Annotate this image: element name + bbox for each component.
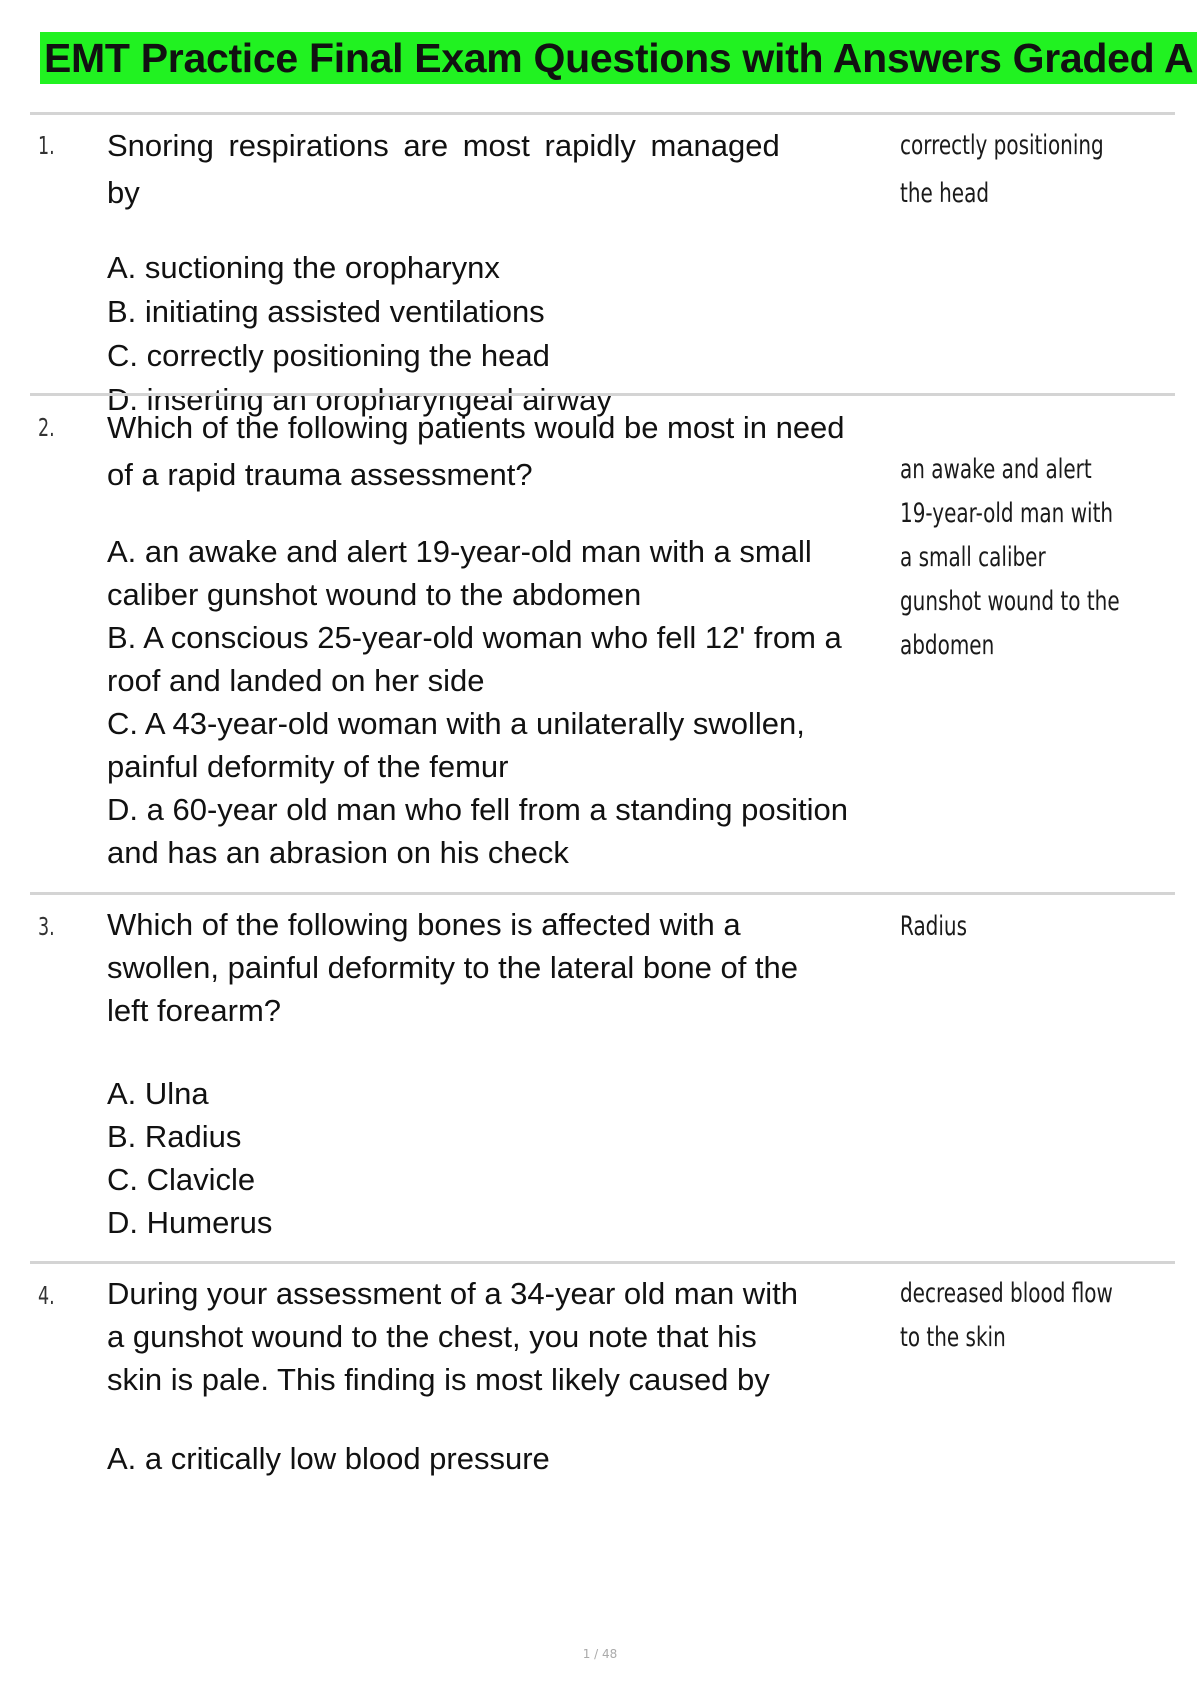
question-number: 2. xyxy=(38,413,55,442)
question-text: Which of the following bones is affected with a swollen, painful deformity to the lateral bone of the left forearm? xyxy=(107,907,799,1028)
divider xyxy=(30,1261,1175,1264)
option-a: A. a critically low blood pressure xyxy=(107,1441,550,1476)
question-body xyxy=(107,404,867,874)
question-text-line-2: of a rapid trauma assessment? xyxy=(107,457,533,492)
divider xyxy=(30,892,1175,895)
page-indicator: 1 / 48 xyxy=(582,1647,618,1661)
title-block xyxy=(40,32,1194,84)
option-list xyxy=(107,1072,827,1244)
option-c: C. correctly positioning the head xyxy=(107,338,550,373)
option-b: B. A conscious 25-year-old woman who fell 12' from a roof and landed on her side xyxy=(107,620,842,698)
question-text: Snoring respirations are most rapidly managed by xyxy=(107,128,780,210)
option-c: C. Clavicle xyxy=(107,1162,256,1197)
option-d: D. Humerus xyxy=(107,1205,273,1240)
answer-text: an awake and alert 19-year-old man with a small caliber gunshot wound to the abdomen xyxy=(900,454,1120,661)
question-text: During your assessment of a 34-year old man with a gunshot wound to the chest, you note that his skin is pale. This finding is most likely caused by xyxy=(107,1276,798,1397)
question-1 xyxy=(30,122,1175,417)
question-body xyxy=(107,122,927,422)
option-list xyxy=(107,530,867,874)
question-number: 3. xyxy=(38,912,55,941)
option-b: B. Radius xyxy=(107,1119,242,1154)
divider xyxy=(30,393,1175,396)
page-title: EMT Practice Final Exam Questions with Answers Graded A xyxy=(40,32,1197,84)
question-2 xyxy=(30,404,1175,884)
option-d: D. inserting an oropharyngeal airway xyxy=(107,382,612,417)
option-b: B. initiating assisted ventilations xyxy=(107,294,545,329)
option-c: C. A 43-year-old woman with a unilaterally swollen, painful deformity of the femur xyxy=(107,706,805,784)
question-body xyxy=(107,1272,819,1480)
option-a: A. suctioning the oropharynx xyxy=(107,250,500,285)
answer-text: Radius xyxy=(900,911,968,942)
option-a: A. Ulna xyxy=(107,1076,209,1111)
option-a: A. an awake and alert 19-year-old man with a small caliber gunshot wound to the abdomen xyxy=(107,534,812,612)
question-text-line-1: Which of the following patients would be most in need xyxy=(107,410,845,445)
answer-text: correctly positioning the head xyxy=(900,130,1104,209)
answer-text: decreased blood flow to the skin xyxy=(900,1278,1113,1353)
question-number: 4. xyxy=(38,1281,55,1310)
question-body xyxy=(107,903,827,1244)
question-3 xyxy=(30,903,1175,1248)
option-d: D. a 60-year old man who fell from a standing position and has an abrasion on his check xyxy=(107,792,848,870)
question-4 xyxy=(30,1272,1175,1492)
question-number: 1. xyxy=(38,131,55,160)
divider xyxy=(30,112,1175,115)
option-list xyxy=(107,1437,819,1480)
